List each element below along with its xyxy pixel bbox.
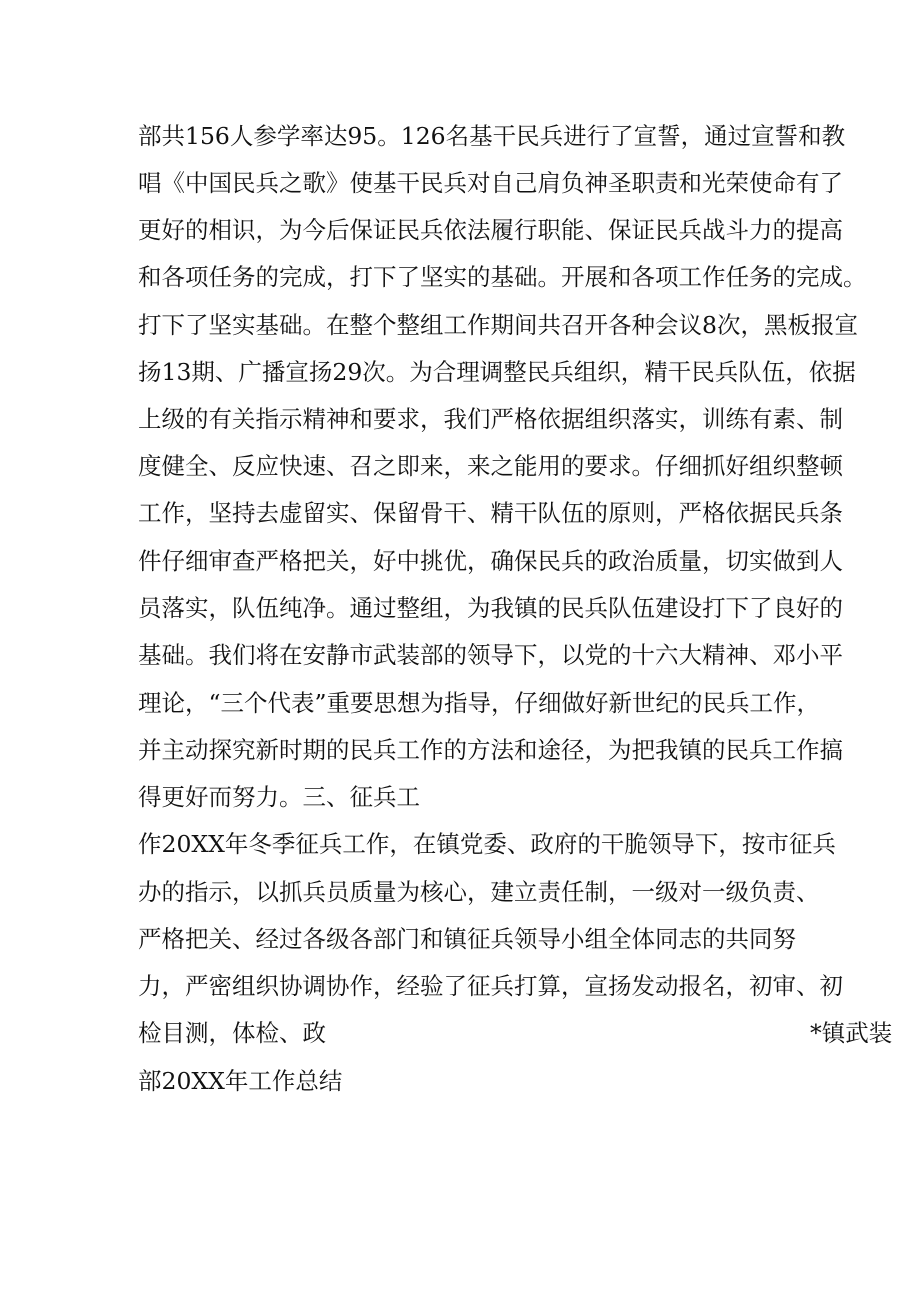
body-text-line: 员落实，队伍纯净。通过整组，为我镇的民兵队伍建设打下了良好的 bbox=[138, 594, 843, 622]
body-text-line: 作20XX年冬季征兵工作，在镇党委、政府的干脆领导下，按市征兵 bbox=[138, 830, 836, 858]
body-text-line: 打下了坚实基础。在整个整组工作期间共召开各种会议8次，黑板报宣 bbox=[138, 311, 858, 339]
body-text-line: 办的指示，以抓兵员质量为核心，建立责任制，一级对一级负责、 bbox=[138, 878, 820, 906]
body-text-line-split bbox=[138, 1018, 893, 1048]
body-text-right-segment: *镇武装 bbox=[810, 1019, 893, 1047]
body-text-line: 扬13期、广播宣扬29次。为合理调整民兵组织，精干民兵队伍，依据 bbox=[138, 358, 856, 386]
document-title-fragment: 部20XX年工作总结 bbox=[138, 1067, 343, 1095]
body-text-line: 和各项任务的完成，打下了坚实的基础。开展和各项工作任务的完成。 bbox=[138, 263, 867, 291]
body-text-line: 部共156人参学率达95。126名基干民兵进行了宣誓，通过宣誓和教 bbox=[138, 122, 846, 150]
body-text-line: 更好的相识，为今后保证民兵依法履行职能、保证民兵战斗力的提高 bbox=[138, 216, 843, 244]
body-text-line: 并主动探究新时期的民兵工作的方法和途径，为把我镇的民兵工作搞 bbox=[138, 736, 843, 764]
body-text-line: 度健全、反应快速、召之即来，来之能用的要求。仔细抓好组织整顿 bbox=[138, 452, 843, 480]
body-text-line: 基础。我们将在安静市武装部的领导下，以党的十六大精神、邓小平 bbox=[138, 641, 843, 669]
body-text-line: 严格把关、经过各级各部门和镇征兵领导小组全体同志的共同努 bbox=[138, 925, 796, 953]
body-text-line: 工作，坚持去虚留实、保留骨干、精干队伍的原则，严格依据民兵条 bbox=[138, 499, 843, 527]
body-text-line: 得更好而努力。三、征兵工 bbox=[138, 783, 420, 811]
body-text-line: 理论，“三个代表”重要思想为指导，仔细做好新世纪的民兵工作， bbox=[138, 689, 821, 717]
body-text-line: 力，严密组织协调协作，经验了征兵打算，宣扬发动报名，初审、初 bbox=[138, 972, 843, 1000]
body-text-line: 唱《中国民兵之歌》使基干民兵对自己肩负神圣职责和光荣使命有了 bbox=[138, 169, 843, 197]
body-text-line: 件仔细审查严格把关，好中挑优，确保民兵的政治质量，切实做到人 bbox=[138, 547, 843, 575]
body-text-left-segment: 检目测，体检、政 bbox=[138, 1019, 326, 1047]
body-text-line: 上级的有关指示精神和要求，我们严格依据组织落实，训练有素、制 bbox=[138, 405, 843, 433]
